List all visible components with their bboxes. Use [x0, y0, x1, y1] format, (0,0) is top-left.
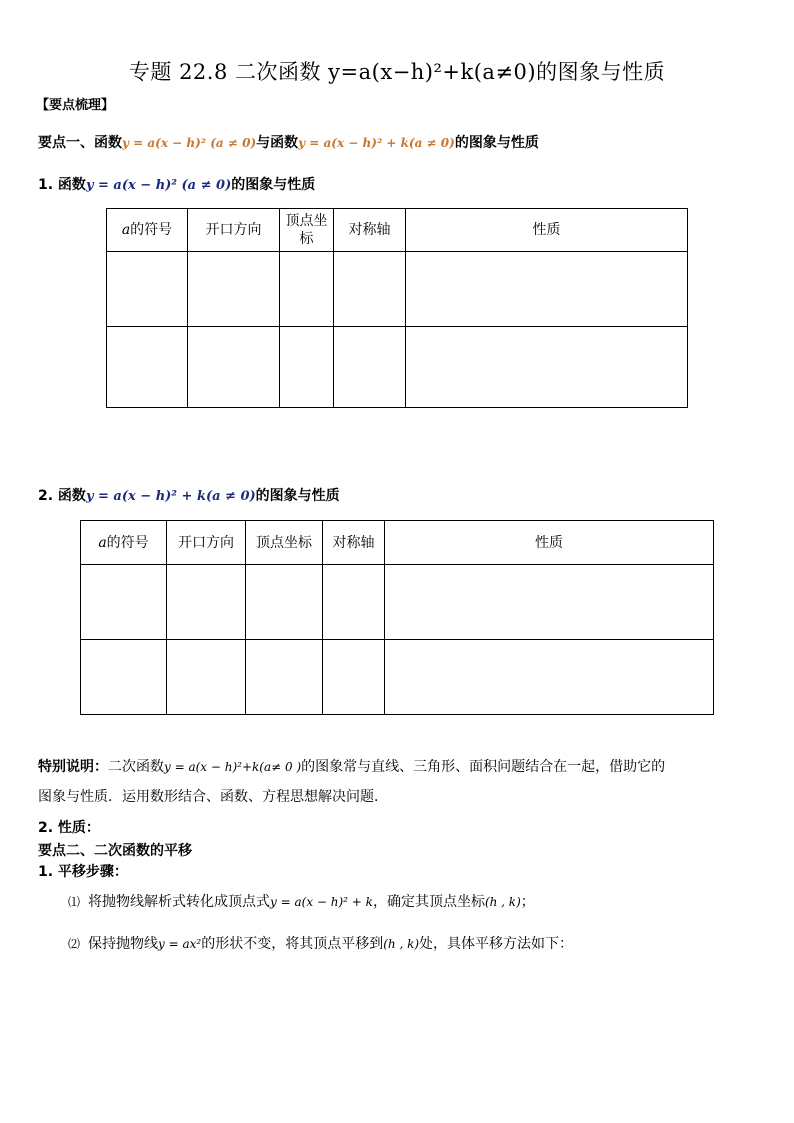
point1-heading [38, 132, 539, 152]
table-cell[interactable] [385, 640, 714, 715]
step1-text-b: ，确定其顶点坐标 [372, 894, 485, 910]
table2-header-sign: a的符号 [81, 521, 167, 565]
step1 [68, 891, 535, 911]
table-cell[interactable] [323, 565, 385, 640]
step1-end: ； [520, 894, 535, 910]
sub1-heading [38, 174, 315, 194]
special-note-line2: 图象与性质．运用数形结合、函数、方程思想解决问题． [38, 789, 388, 805]
table-cell[interactable] [188, 252, 280, 327]
sub2-prefix: 2. 函数 [38, 488, 86, 504]
step1-coords: (h , k) [484, 895, 521, 909]
step2-formula: y = ax² [158, 937, 202, 951]
table-cell[interactable] [406, 252, 688, 327]
sub1-prefix: 1. 函数 [38, 177, 86, 193]
step2-text-b: 的形状不变，将其顶点平移到 [201, 936, 384, 952]
special-note-text-a: 二次函数 [108, 759, 164, 775]
step1-formula: y = a(x − h)² + k [270, 895, 373, 909]
point1-middle: 与函数 [256, 135, 299, 151]
step1-text-a: 将抛物线解析式转化成顶点式 [88, 894, 271, 910]
step2-text-a: 保持抛物线 [88, 936, 159, 952]
table-row [107, 327, 688, 408]
point1-prefix: 要点一、函数 [38, 135, 122, 151]
page-title: 专题 22.8 二次函数 y=a(x−h)²+k(a≠0)的图象与性质 [128, 60, 666, 84]
special-note [38, 752, 758, 812]
table-cell[interactable] [81, 640, 167, 715]
table-cell[interactable] [280, 327, 334, 408]
step2-coords: (h , k) [383, 937, 420, 951]
table1-header-sign: a的符号 [107, 209, 188, 252]
table-row [81, 565, 714, 640]
table2-header-row [81, 521, 714, 565]
table-row [81, 640, 714, 715]
table1 [106, 208, 688, 408]
step2 [68, 933, 573, 953]
step2-number: ⑵ [68, 937, 81, 951]
table-cell[interactable] [406, 327, 688, 408]
step2-text-c: 处，具体平移方法如下： [419, 936, 574, 952]
step1-number: ⑴ [68, 895, 81, 909]
table-cell[interactable] [246, 565, 323, 640]
table2 [80, 520, 714, 715]
table1-header-property: 性质 [406, 209, 688, 252]
table2-header-vertex: 顶点坐标 [246, 521, 323, 565]
point2-title: 要点二、二次函数的平移 [38, 843, 192, 859]
point1-suffix: 的图象与性质 [454, 135, 539, 151]
special-note-label: 特别说明： [38, 759, 108, 775]
table-cell[interactable] [280, 252, 334, 327]
table-cell[interactable] [385, 565, 714, 640]
table-cell[interactable] [107, 327, 188, 408]
table1-header-axis: 对称轴 [334, 209, 406, 252]
table-row [107, 252, 688, 327]
sub2-heading [38, 485, 340, 505]
table2-header-property: 性质 [385, 521, 714, 565]
sub1-formula: y = a(x − h)² (a ≠ 0) [85, 178, 232, 193]
special-note-text-b: 的图象常与直线、三角形、面积问题结合在一起，借助它的 [301, 759, 666, 775]
table1-header-vertex: 顶点坐标 [280, 209, 334, 252]
sub2-suffix: 的图象与性质 [255, 488, 340, 504]
table-cell[interactable] [334, 327, 406, 408]
table1-header-opening: 开口方向 [188, 209, 280, 252]
table-cell[interactable] [334, 252, 406, 327]
table-cell[interactable] [81, 565, 167, 640]
table-cell[interactable] [107, 252, 188, 327]
point1-formula1: y = a(x − h)² (a ≠ 0) [122, 136, 257, 150]
table-cell[interactable] [246, 640, 323, 715]
point1-formula2: y = a(x − h)² + k(a ≠ 0) [298, 136, 455, 150]
table2-header-axis: 对称轴 [323, 521, 385, 565]
table-cell[interactable] [188, 327, 280, 408]
sub2-formula: y = a(x − h)² + k(a ≠ 0) [85, 489, 256, 504]
sub1-suffix: 的图象与性质 [231, 177, 316, 193]
section-label: 【要点梳理】 [36, 98, 115, 113]
table-cell[interactable] [167, 565, 246, 640]
table-cell[interactable] [167, 640, 246, 715]
steps-label: 1. 平移步骤： [38, 864, 128, 880]
table-cell[interactable] [323, 640, 385, 715]
table1-header-row [107, 209, 688, 252]
special-note-formula: y = a(x − h)²+k(a≠ 0 ) [164, 760, 302, 774]
table2-header-opening: 开口方向 [167, 521, 246, 565]
nature-label: 2. 性质： [38, 820, 100, 836]
